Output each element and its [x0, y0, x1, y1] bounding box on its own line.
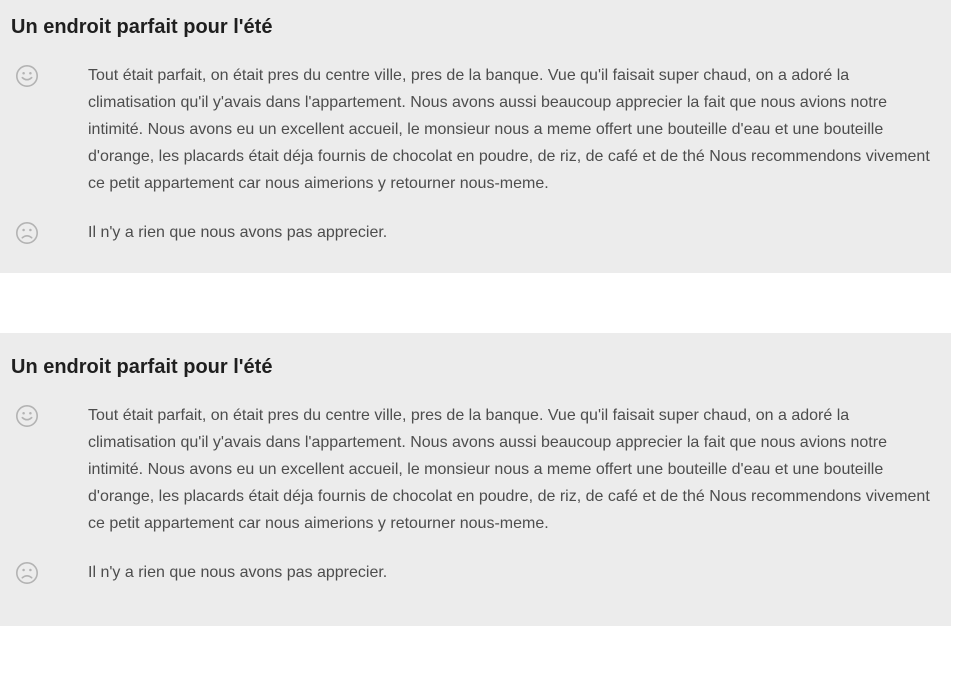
negative-icon-cell: [0, 559, 88, 585]
negative-review-row: [0, 559, 938, 586]
review-card: [0, 0, 951, 273]
review-card: [0, 333, 951, 626]
happy-face-icon: [15, 404, 39, 428]
positive-review-row: [0, 402, 938, 537]
happy-face-icon: [15, 64, 39, 88]
review-title: Un endroit parfait pour l'été: [11, 16, 273, 38]
positive-review-row: [0, 62, 938, 197]
positive-review-text: Tout était parfait, on était pres du centre ville, pres de la banque. Vue qu'il faisait super chaud, on a adoré la climatisation qu'il y'avais dans l'appartement. Nous avons aussi beaucoup apprecier la fait que nous avions notre intimité. Nous avons eu un excellent accueil, le monsieur nous a meme offert une bouteille d'eau et une bouteille d'orange, les placards était déja fournis de chocolat en poudre, de riz, de café et de thé Nous recommendons vivement ce petit appartement car nous aimerions y retourner nous-meme.: [88, 67, 930, 192]
sad-face-icon: [15, 221, 39, 245]
negative-review-row: [0, 219, 938, 246]
sad-face-icon: [15, 561, 39, 585]
positive-review-text: Tout était parfait, on était pres du centre ville, pres de la banque. Vue qu'il faisait super chaud, on a adoré la climatisation qu'il y'avais dans l'appartement. Nous avons aussi beaucoup apprecier la fait que nous avions notre intimité. Nous avons eu un excellent accueil, le monsieur nous a meme offert une bouteille d'eau et une bouteille d'orange, les placards était déja fournis de chocolat en poudre, de riz, de café et de thé Nous recommendons vivement ce petit appartement car nous aimerions y retourner nous-meme.: [88, 407, 930, 532]
negative-review-text: Il n'y a rien que nous avons pas apprecier.: [88, 224, 388, 241]
negative-icon-cell: [0, 219, 88, 245]
negative-review-text: Il n'y a rien que nous avons pas apprecier.: [88, 564, 388, 581]
positive-icon-cell: [0, 62, 88, 88]
review-title: Un endroit parfait pour l'été: [11, 356, 273, 378]
positive-icon-cell: [0, 402, 88, 428]
